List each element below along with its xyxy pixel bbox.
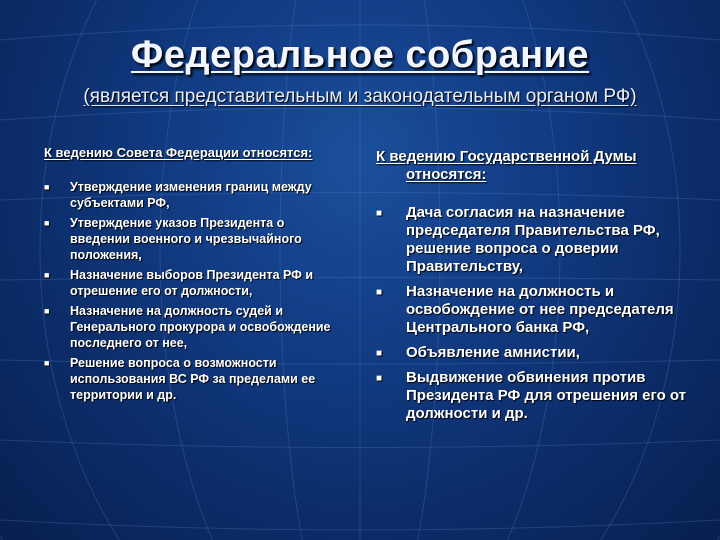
list-item	[44, 355, 344, 403]
federation-council-heading: К ведению Совета Федерации относятся:	[44, 145, 313, 160]
list-item	[44, 267, 344, 299]
square-bullet-icon: ■	[376, 287, 383, 298]
square-bullet-icon: ■	[44, 270, 50, 280]
list-item	[376, 369, 696, 423]
list-item-text: Назначение выборов Президента РФ и отрешение его от должности,	[70, 268, 313, 298]
federation-council-column	[44, 145, 344, 407]
federation-council-list	[44, 179, 344, 403]
square-bullet-icon: ■	[44, 182, 50, 192]
state-duma-heading-line1: К ведению Государственной Думы	[376, 148, 637, 165]
list-item	[376, 344, 696, 362]
list-item	[376, 204, 696, 276]
list-item-text: Утверждение указов Президента о введении военного и чрезвычайного положения,	[70, 216, 302, 262]
list-item-text: Дача согласия на назначение председателя Правительства РФ, решение вопроса о доверии Правительству,	[406, 204, 660, 275]
square-bullet-icon: ■	[44, 358, 50, 368]
list-item	[44, 179, 344, 211]
list-item	[376, 283, 696, 337]
square-bullet-icon: ■	[376, 208, 383, 219]
square-bullet-icon: ■	[376, 373, 383, 384]
square-bullet-icon: ■	[376, 348, 383, 359]
state-duma-list	[376, 204, 696, 423]
square-bullet-icon: ■	[44, 218, 50, 228]
square-bullet-icon: ■	[44, 306, 50, 316]
slide-title: Федеральное собрание	[130, 34, 590, 76]
state-duma-heading	[376, 148, 696, 184]
list-item-text: Утверждение изменения границ между субъектами РФ,	[70, 180, 312, 210]
slide-subtitle: (является представительным и законодательным органом РФ)	[83, 86, 637, 107]
list-item-text: Объявление амнистии,	[406, 344, 580, 361]
state-duma-heading-line2: относятся:	[406, 166, 487, 183]
list-item-text: Назначение на должность и освобождение от нее председателя Центрального банка РФ,	[406, 283, 674, 336]
list-item	[44, 215, 344, 263]
state-duma-column	[376, 148, 696, 430]
list-item-text: Назначение на должность судей и Генерального прокурора и освобождение последнего от нее,	[70, 304, 331, 350]
list-item-text: Выдвижение обвинения против Президента РФ для отрешения его от должности и др.	[406, 369, 687, 422]
list-item-text: Решение вопроса о возможности использования ВС РФ за пределами ее территории и др.	[70, 356, 316, 402]
list-item	[44, 303, 344, 351]
